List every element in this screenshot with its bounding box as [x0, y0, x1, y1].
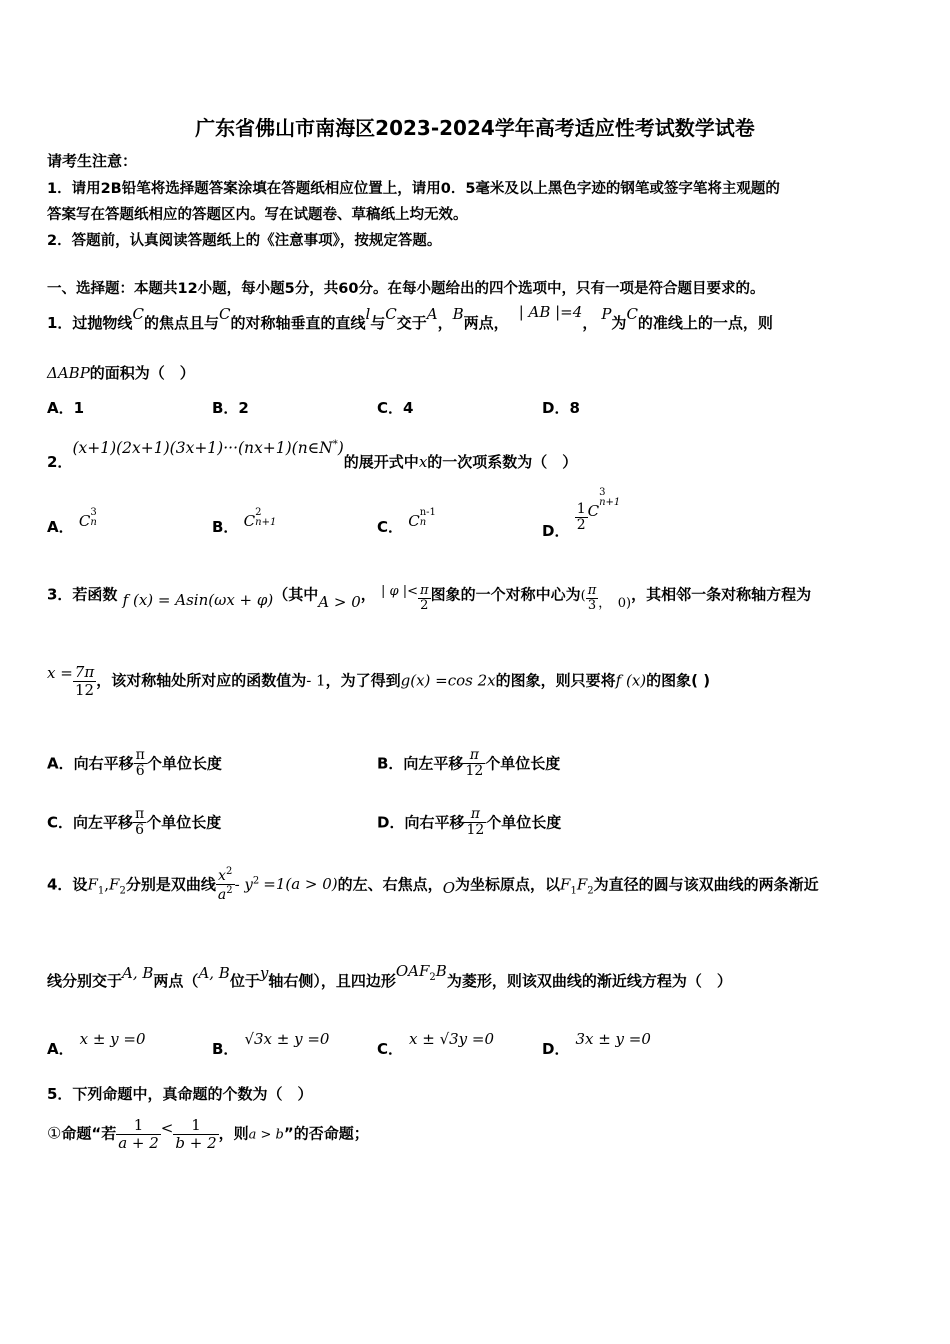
q2-option-a-label: A．: [47, 518, 74, 536]
q3-text: ，为了得到: [325, 671, 401, 690]
q4-math-y: y: [259, 964, 269, 982]
q2-text: 的一次项系数为（ ）: [427, 453, 578, 471]
q4-math-sq: 2: [225, 866, 233, 877]
q3-math-g: g(x) =cos 2x: [400, 671, 496, 690]
q1-text: 的准线上的一点，则: [637, 314, 773, 332]
q3-option-b-label: B．向左平移: [377, 754, 464, 773]
q5-text: ，则: [218, 1124, 249, 1143]
q4-option-b-label: B．: [212, 1040, 239, 1058]
q5-math-one: 1: [173, 1117, 218, 1135]
q3-text: ，该对称轴处所对应的函数值为: [96, 671, 307, 690]
q4-text: 为直径的圆与该双曲线的两条渐近: [593, 875, 819, 894]
notice-item-2: 2．答题前，认真阅读答题纸上的《注意事项》，按规定答题。: [47, 233, 442, 249]
notice-item-1-line-1: 1．请用2B铅笔将选择题答案涂填在答题纸相应位置上，请用0．5毫米及以上黑色字迹的钢笔或签字笔将主观题的: [47, 181, 780, 197]
q2-option-d-den: 2: [576, 517, 586, 534]
q5-math-lt: <: [160, 1118, 174, 1137]
q4-option-a-label: A．: [47, 1040, 74, 1058]
q2-expression-close: ): [337, 439, 344, 457]
question-3-line-2: [47, 664, 710, 698]
q2-option-a-c: C: [78, 512, 91, 530]
q3-paren: (: [580, 588, 586, 604]
q1-text: 的对称轴垂直的直线: [230, 314, 366, 332]
question-4-line-2: [47, 962, 732, 993]
q1-math-ab: | AB |=4: [518, 303, 583, 321]
q3-text: 3．若函数: [47, 585, 118, 604]
q3-math-pi: π: [420, 583, 429, 598]
q1-text: ，: [437, 314, 453, 332]
q3-option-d[interactable]: [377, 807, 561, 839]
q4-math-ab: A, B: [122, 964, 154, 982]
q3-math-seven-pi: 7π: [74, 663, 95, 681]
q3-option-a-six: 6: [135, 763, 145, 780]
q5-text: ”的否命题；: [283, 1124, 369, 1143]
q5-text: 命题“若: [61, 1124, 117, 1143]
q1-text: 的焦点且与: [143, 314, 219, 332]
q3-option-a-unit: 个单位长度: [146, 754, 222, 773]
notice-item-1-line-2: 答案写在答题纸相应的答题区内。写在试题卷、草稿纸上均无效。: [47, 207, 468, 223]
q1-text: 为: [611, 314, 627, 332]
q1-text: 的面积为（ ）: [89, 364, 195, 382]
q1-option-c[interactable]: C．4: [377, 399, 414, 417]
q2-option-b-label: B．: [212, 518, 239, 536]
question-5-item-1: [47, 1117, 369, 1151]
q2-expression: (x+1)(2x+1)(3x+1)···(nx+1)(n∈N: [72, 439, 333, 457]
q5-math-den1: a + 2: [118, 1133, 159, 1152]
notice-heading: 请考生注意：: [47, 152, 138, 170]
q3-math-fx: f (x): [615, 671, 647, 690]
q3-option-c[interactable]: [47, 807, 221, 839]
q3-math-two: 2: [420, 598, 429, 614]
q3-option-c-pi: π: [135, 806, 145, 822]
q4-math-f: F: [87, 875, 98, 894]
q2-option-b-c: C: [243, 512, 256, 530]
q4-text: 线分别交于: [47, 972, 123, 990]
q5-math-den2: b + 2: [175, 1133, 217, 1152]
q3-option-b[interactable]: [377, 748, 560, 780]
q4-math-a: a: [217, 887, 227, 904]
q1-math-c: C: [218, 305, 231, 323]
q4-option-a-eq: x ± y =0: [79, 1030, 146, 1048]
q1-text: 1．过抛物线: [47, 314, 133, 332]
section-1-heading: 一、选择题：本题共12小题，每小题5分，共60分。在每小题给出的四个选项中，只有一项是符合题目要求的。: [47, 281, 765, 297]
q4-option-b-eq: √3x ± y =0: [244, 1030, 330, 1048]
q1-math-c: C: [626, 305, 638, 323]
circled-one-icon: ①: [47, 1123, 62, 1143]
q1-text: 两点，: [463, 314, 509, 332]
q1-text: 交于: [396, 314, 427, 332]
q3-math-f: f (x) = Asin(ωx + φ): [122, 591, 274, 610]
q2-option-d-num: 1: [576, 501, 586, 517]
q4-option-d-eq: 3x ± y =0: [575, 1030, 651, 1048]
q4-math-f: F: [109, 875, 120, 894]
q1-option-d[interactable]: D．8: [542, 399, 580, 417]
q3-text: （其中: [273, 585, 319, 604]
q2-option-c-sub: n: [419, 517, 427, 528]
q2-option-c-sup: n-1: [419, 507, 436, 518]
q3-text: ，其相邻一条对称轴方程为: [631, 585, 812, 604]
q4-text: 的左、右焦点，: [337, 875, 443, 894]
q1-option-a[interactable]: A．1: [47, 399, 85, 417]
q4-math-ab: A, B: [198, 964, 230, 982]
q3-option-b-pi: π: [463, 748, 485, 764]
q3-math-phi: | φ |<: [381, 584, 419, 600]
q4-math-b: B: [435, 962, 447, 980]
q4-math-x: x: [218, 868, 226, 884]
q4-math-f: F: [560, 875, 571, 894]
q2-text: 的展开式中: [343, 453, 419, 471]
q4-text: 为菱形，则该双曲线的渐近线方程为（ ）: [446, 972, 732, 990]
page-title: 广东省佛山市南海区2023-2024学年高考适应性考试数学试卷: [195, 116, 755, 140]
q3-option-a-pi: π: [135, 747, 145, 763]
q1-math-l: l: [365, 305, 371, 323]
q3-text: 图象的一个对称中心为: [430, 585, 581, 604]
question-1-line-1: [47, 303, 773, 340]
q3-math-x: x =: [47, 663, 73, 682]
q3-math-neg-one: - 1: [306, 671, 326, 690]
question-5: 5．下列命题中，真命题的个数为（ ）: [47, 1085, 313, 1103]
q1-math-p: P: [601, 305, 612, 323]
q3-math-three: 3: [587, 598, 597, 614]
q4-text: 轴右侧），且四边形: [268, 972, 396, 990]
q4-option-a[interactable]: [47, 1028, 146, 1058]
q3-option-d-pi: π: [464, 807, 486, 823]
q4-text: 位于: [229, 972, 260, 990]
q3-text: ，: [360, 585, 376, 604]
q4-math-sq: 2: [252, 875, 260, 887]
q3-text: 的图象( ): [646, 671, 711, 690]
q2-option-d-label: D．: [542, 522, 570, 541]
q4-math-sub: 2: [587, 885, 594, 897]
q3-option-c-six: 6: [135, 822, 145, 839]
q3-math-twelve: 12: [74, 680, 95, 699]
q4-math-o: O: [442, 879, 455, 898]
q4-math-rest: =1(a > 0): [263, 875, 338, 894]
q1-math-a: A: [426, 305, 438, 323]
q4-option-c[interactable]: [377, 1028, 495, 1058]
q4-math-sub: 1: [97, 885, 105, 897]
q1-option-b[interactable]: B．2: [212, 399, 249, 417]
question-1-line-2: [47, 362, 195, 383]
q4-math-sub: 2: [429, 972, 436, 983]
q4-option-d[interactable]: [542, 1028, 651, 1058]
q4-text: 分别是双曲线: [125, 875, 216, 894]
q2-option-a[interactable]: [47, 507, 97, 537]
q4-math-sub: 1: [570, 885, 577, 897]
q2-expression-sup: *: [332, 439, 338, 450]
q2-option-c-label: C．: [377, 518, 404, 536]
q4-option-b[interactable]: [212, 1028, 330, 1058]
q3-option-b-unit: 个单位长度: [485, 754, 561, 773]
q4-option-c-label: C．: [377, 1040, 404, 1058]
q4-option-c-eq: x ± √3y =0: [409, 1030, 495, 1048]
question-3-line-1: [47, 580, 812, 614]
q2-option-d-c: C: [587, 502, 600, 521]
q5-math-ab: a > b: [248, 1127, 284, 1143]
q2-option-c[interactable]: [377, 507, 436, 537]
q2-option-d-sub: n+1: [599, 497, 621, 508]
q3-option-b-twelve: 12: [465, 763, 484, 780]
q3-math-a: A > 0: [318, 593, 361, 612]
q2-option-b-sub: n+1: [255, 517, 277, 528]
q3-option-d-label: D．向右平移: [377, 813, 465, 832]
q1-math-triangle: ΔABP: [47, 364, 90, 382]
q1-text: 与: [370, 314, 386, 332]
q2-option-d-sup: 3: [599, 487, 606, 498]
q4-text: 4．设: [47, 875, 88, 894]
q3-option-d-unit: 个单位长度: [486, 813, 562, 832]
q1-math-b: B: [452, 305, 464, 323]
q3-option-a[interactable]: [47, 748, 222, 780]
q3-text: 的图象，则只要将: [495, 671, 616, 690]
q2-option-b-sup: 2: [255, 507, 262, 518]
q4-option-d-label: D．: [542, 1040, 570, 1058]
q2-option-c-c: C: [408, 512, 420, 530]
q3-option-c-unit: 个单位长度: [146, 813, 222, 832]
q1-text: ，: [582, 314, 598, 332]
q4-math-sub: 2: [119, 885, 126, 897]
q4-text: 为坐标原点，以: [455, 875, 561, 894]
question-4-line-1: 4．设$F_1,F_2$分别是双曲线 $\frac{x^2}{a^2}$ - $y^2 =1(a > 0)$的左、右焦点，O为坐标原点，以$F_1F_2$为直径的圆与该双曲线的两条渐近: [47, 866, 819, 904]
q2-option-b[interactable]: [212, 507, 277, 537]
q4-math-rest: - y: [234, 875, 253, 894]
q4-text: 两点（: [153, 972, 199, 990]
q2-option-d[interactable]: [542, 487, 621, 541]
q3-option-c-label: C．向左平移: [47, 813, 134, 832]
q2-option-a-sup: 3: [90, 507, 97, 518]
q3-math-zero: ， 0): [598, 596, 632, 612]
question-2: [47, 430, 578, 471]
q3-option-d-twelve: 12: [466, 822, 485, 839]
q4-math-f: F: [576, 875, 588, 894]
q4-math-oafb: OAF: [395, 962, 430, 980]
q5-math-one: 1: [116, 1117, 161, 1135]
q1-math-c: C: [132, 305, 144, 323]
q2-number: 2．: [47, 453, 73, 471]
q3-math-pi: π: [587, 583, 597, 598]
q1-math-c: C: [385, 305, 397, 323]
q2-math-x: x: [418, 453, 428, 471]
q4-math-sq: 2: [226, 885, 233, 897]
q2-option-a-sub: n: [90, 517, 97, 528]
q3-option-a-label: A．向右平移: [47, 754, 134, 773]
